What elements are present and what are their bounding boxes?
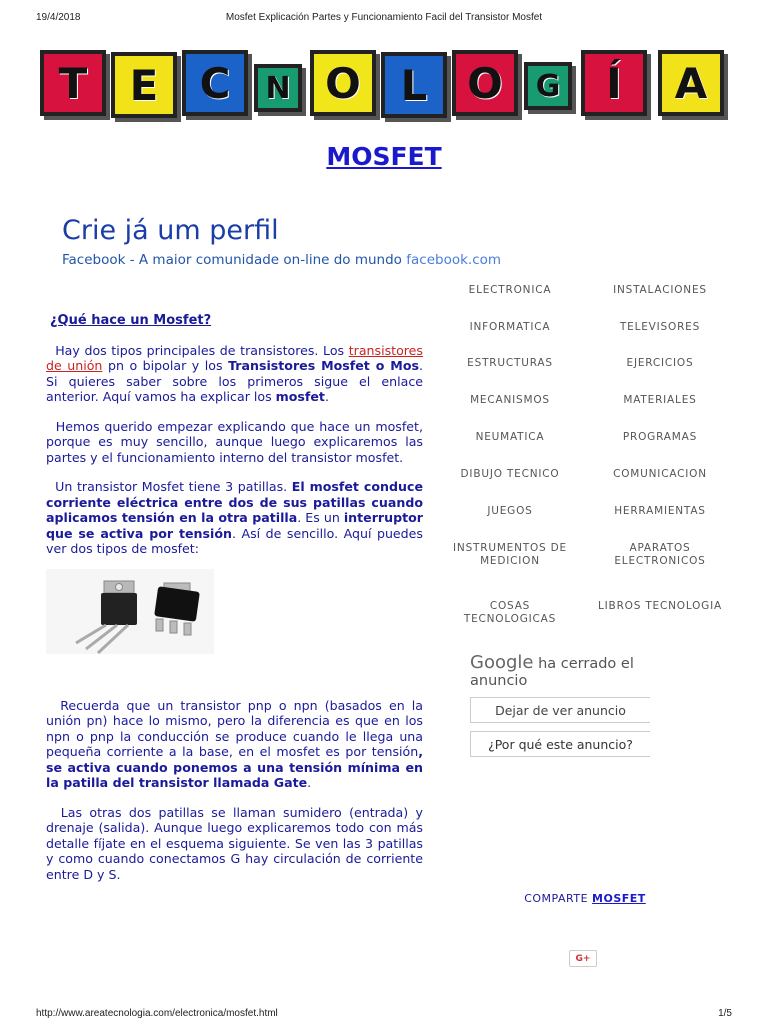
menu-item[interactable]: LIBROS TECNOLOGIA <box>598 600 722 612</box>
menu-item[interactable]: PROGRAMAS <box>622 431 698 443</box>
p3-text-a: Un transistor Mosfet tiene 3 patillas. <box>55 479 292 494</box>
banner-letter-i <box>581 50 647 116</box>
menu-item[interactable]: INFORMATICA <box>469 321 551 333</box>
p5-text: Las otras dos patillas se llaman sumidero (entrada) y drenaje (salida). Aunque luego explicaremos todo con más detalle fíjate en el esquema siguiente. Se ven las 3 patillas y como cuando conectamos G hay circulación de corriente entre D y S. <box>46 804 423 882</box>
p3-bold: El mosfet conduce corriente eléctrica entre dos de sus patillas cuando aplicamos tensión en la otra patilla <box>46 479 423 525</box>
tecnologia-banner <box>38 40 733 122</box>
google-logo: Google <box>470 652 534 673</box>
banner-letter-a <box>658 50 724 116</box>
paragraph-4 <box>46 698 423 791</box>
menu-item[interactable]: APARATOS ELECTRONICOS <box>614 542 706 567</box>
p1-text-b: pn o bipolar y los <box>102 358 229 373</box>
p1-text-a: Hay dos tipos principales de transistores. Los <box>55 342 349 358</box>
question-link[interactable]: ¿Qué hace un Mosfet? <box>50 313 212 328</box>
banner-letter: E <box>129 60 159 110</box>
print-title: Mosfet Explicación Partes y Funcionamiento Facil del Transistor Mosfet <box>225 12 543 23</box>
menu-item[interactable]: COMUNICACION <box>613 468 707 480</box>
banner-letter: O <box>467 58 503 108</box>
page-title <box>0 142 768 171</box>
paragraph-5 <box>46 805 423 883</box>
banner-letter: A <box>674 58 708 108</box>
menu-item[interactable]: ESTRUCTURAS <box>467 357 553 369</box>
banner-letter: G <box>535 68 561 104</box>
p2-text: Hemos querido empezar explicando que hace un mosfet, porque es muy sencillo, aunque luego explicaremos las partes y el funcionamiento interno del transistor mosfet. <box>46 418 423 465</box>
banner-letter-o2 <box>452 50 518 116</box>
share-link[interactable]: MOSFET <box>592 892 646 905</box>
paragraph-3 <box>46 479 423 557</box>
stop-ad-button[interactable]: Dejar de ver anuncio <box>470 697 650 723</box>
why-ad-button[interactable]: ¿Por qué este anuncio? <box>470 731 650 757</box>
p4-text-a: Recuerda que un transistor pnp o npn (basados en la unión pn) hace lo mismo, pero la diferencia es que en los npn o pnp la conducción se produce cuando le llega una pequeña corriente a la base, en el mosfet es por tensión <box>46 697 423 759</box>
p4-text-b: . <box>307 775 312 790</box>
banner-letter-l <box>381 52 447 118</box>
menu-item[interactable]: DIBUJO TECNICO <box>460 468 560 480</box>
menu-item[interactable]: HERRAMIENTAS <box>614 505 706 517</box>
banner-letter: L <box>400 60 428 110</box>
banner-letter: C <box>199 58 231 108</box>
menu-item[interactable]: MATERIALES <box>623 394 697 406</box>
page-title-link[interactable]: MOSFET <box>326 142 442 171</box>
menu-item[interactable]: INSTRUMENTOS DE MEDICION <box>453 542 567 567</box>
share-label: COMPARTE <box>524 892 589 905</box>
banner-letter: Í <box>606 58 622 108</box>
menu-item[interactable]: COSAS TECNOLOGICAS <box>463 600 557 625</box>
banner-letter-c <box>182 50 248 116</box>
menu-item[interactable]: ELECTRONICA <box>468 284 552 296</box>
menu-item[interactable]: JUEGOS <box>487 505 533 517</box>
banner-letter-t <box>40 50 106 116</box>
facebook-ad-headline[interactable]: Crie já um perfil <box>62 215 279 246</box>
google-plus-button[interactable]: G+ <box>569 950 597 967</box>
facebook-ad[interactable] <box>62 215 501 268</box>
menu-item[interactable]: TELEVISORES <box>619 321 701 333</box>
p4-bold: , se activa cuando ponemos a una tensión mínima en la patilla del transistor llamada Gate <box>46 744 423 790</box>
article-body <box>46 312 423 882</box>
p1-text-c: . Si quieres saber sobre los primeros sigue el enlace anterior. Aquí vamos ha explicar los <box>46 358 423 404</box>
menu-item[interactable]: EJERCICIOS <box>626 357 694 369</box>
banner-letter-n <box>254 64 302 112</box>
p3-bold-2: interruptor que se activa por tensión <box>46 510 423 541</box>
print-page-number: 1/5 <box>718 1008 732 1019</box>
share-section <box>450 892 720 905</box>
banner-letter: T <box>58 58 88 108</box>
ad-closed-message <box>470 652 690 689</box>
facebook-ad-link[interactable]: facebook.com <box>406 252 502 268</box>
banner-letter-g <box>524 62 572 110</box>
banner-letter-e <box>111 52 177 118</box>
menu-item[interactable]: MECANISMOS <box>470 394 550 406</box>
p1-bold: Transistores Mosfet o Mos <box>228 358 419 373</box>
banner-letter-o <box>310 50 376 116</box>
facebook-ad-tagline-text: Facebook - A maior comunidade on-line do mundo <box>62 252 402 268</box>
banner-letter: O <box>325 58 361 108</box>
banner-letter: N <box>265 70 291 106</box>
mosfet-image <box>46 569 214 654</box>
paragraph-1 <box>46 343 423 405</box>
mosfet-photo <box>46 569 214 654</box>
menu-item[interactable]: NEUMATICA <box>475 431 545 443</box>
p3-text-b: . Es un <box>297 510 344 525</box>
google-ad-closed <box>470 652 690 757</box>
paragraph-2 <box>46 419 423 466</box>
ad-closed-text: ha cerrado el anuncio <box>470 656 634 689</box>
print-date: 19/4/2018 <box>36 12 81 23</box>
p3-text-c: . Así de sencillo. Aquí puedes ver dos tipos de mosfet: <box>46 525 423 556</box>
menu-item[interactable]: INSTALACIONES <box>613 284 707 296</box>
transistores-union-link[interactable]: transistores de unión <box>46 342 423 373</box>
p1-bold-2: mosfet <box>275 389 325 404</box>
p1-text-d: . <box>324 389 329 404</box>
print-url: http://www.areatecnologia.com/electronica/mosfet.html <box>36 1008 278 1019</box>
facebook-ad-tagline <box>62 252 501 268</box>
